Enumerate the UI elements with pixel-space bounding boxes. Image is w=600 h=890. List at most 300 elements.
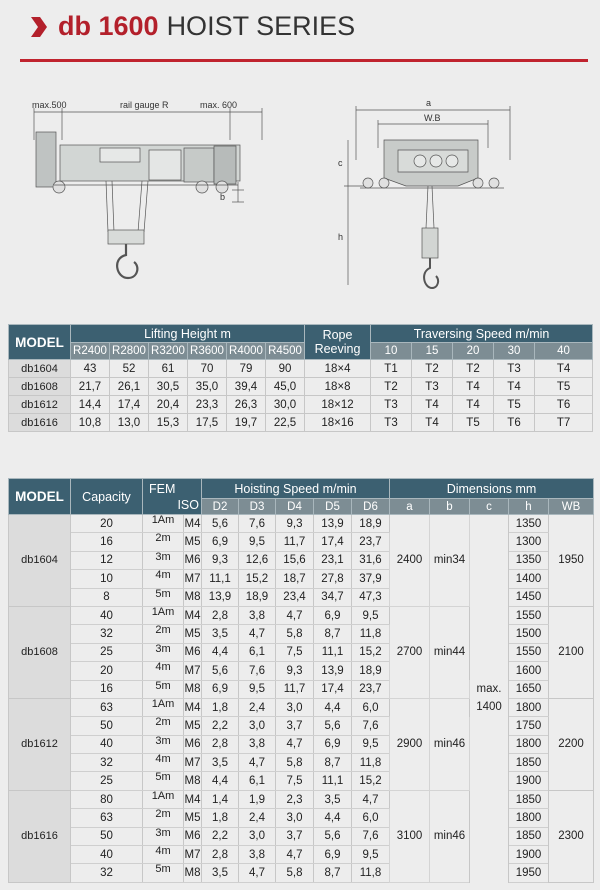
capacity-cell: 8 [71, 588, 143, 606]
iso-cell: M7 [184, 754, 202, 772]
hoist-speed-cell: 6,9 [314, 606, 352, 624]
hoist-speed-cell: 9,5 [239, 680, 276, 698]
header-rule [20, 59, 588, 62]
hoist-speed-cell: 11,1 [314, 772, 352, 790]
hoist-speed-cell: 13,9 [314, 515, 352, 533]
fem-cell: 5m [143, 588, 184, 606]
iso-cell: M5 [184, 625, 202, 643]
iso-cell: M6 [184, 643, 202, 661]
dim-b: b [220, 192, 226, 202]
hoist-speed-cell: 7,5 [276, 772, 314, 790]
traverse-speed-cell: T6 [535, 396, 593, 414]
lifting-height-cell: 26,1 [110, 378, 149, 396]
dimension-col-header: a [390, 499, 430, 515]
lifting-height-cell: 43 [71, 360, 110, 378]
dim-b-cell: min46 [430, 790, 470, 882]
capacity-cell: 63 [71, 698, 143, 716]
lifting-height-cell: 17,5 [188, 414, 227, 432]
hoist-speed-cell: 6,1 [239, 643, 276, 661]
dim-max-500: max.500 [32, 100, 67, 110]
height-col-header: R4000 [227, 343, 266, 360]
hoist-speed-cell: 13,9 [314, 662, 352, 680]
hoist-speed-cell: 3,8 [239, 735, 276, 753]
hoist-speed-cell: 9,3 [276, 515, 314, 533]
traverse-speed-cell: T3 [412, 378, 453, 396]
dimensions-header: Dimensions mm [390, 479, 594, 499]
table2-body [9, 515, 594, 883]
hoist-speed-cell: 2,8 [202, 735, 239, 753]
lifting-height-cell: 52 [110, 360, 149, 378]
model-header-2: MODEL [9, 479, 71, 515]
dim-b-cell: min46 [430, 698, 470, 790]
dim-wb-cell: 2300 [549, 790, 594, 882]
height-col-header: R4500 [266, 343, 305, 360]
page-header [0, 0, 600, 64]
dim-h-cell: 1800 [509, 698, 549, 716]
capacity-cell: 40 [71, 735, 143, 753]
table1-body [9, 360, 593, 432]
table-row [9, 680, 594, 698]
rope-reeving-cell: 18×8 [305, 378, 371, 396]
fem-cell: 1Am [143, 606, 184, 624]
iso-cell: M6 [184, 551, 202, 569]
iso-cell: M6 [184, 735, 202, 753]
iso-cell: M5 [184, 809, 202, 827]
hoist-speed-cell: 1,4 [202, 790, 239, 808]
dim-h-cell: 1350 [509, 551, 549, 569]
fem-cell: 3m [143, 735, 184, 753]
hoist-speed-cell: 9,5 [352, 735, 390, 753]
chevron-right-icon [30, 16, 48, 38]
model-header: MODEL [9, 325, 71, 360]
hoist-speed-cell: 9,5 [352, 606, 390, 624]
hoist-speed-col-header: D3 [239, 499, 276, 515]
dim-h-cell: 1300 [509, 533, 549, 551]
lifting-height-cell: 14,4 [71, 396, 110, 414]
hoist-speed-col-header: D2 [202, 499, 239, 515]
dim-b-cell: min34 [430, 515, 470, 607]
group-model: db1608 [9, 606, 71, 698]
traverse-speed-cell: T2 [412, 360, 453, 378]
hoist-speed-cell: 9,5 [352, 846, 390, 864]
speed-col-header: 30 [494, 343, 535, 360]
fem-header: FEM [149, 482, 176, 496]
lifting-height-cell: 70 [188, 360, 227, 378]
hoist-speed-cell: 4,7 [352, 790, 390, 808]
hoist-speed-cell: 8,7 [314, 864, 352, 882]
hoist-speed-cell: 18,9 [352, 662, 390, 680]
hoist-speed-cell: 15,2 [352, 772, 390, 790]
dim-a: a [426, 98, 432, 108]
group-model: db1604 [9, 515, 71, 607]
hoist-speed-cell: 18,9 [239, 588, 276, 606]
dimension-col-header: c [470, 499, 509, 515]
hoist-speed-cell: 5,8 [276, 864, 314, 882]
traverse-speed-cell: T5 [494, 396, 535, 414]
hoist-speed-cell: 3,0 [276, 698, 314, 716]
capacity-cell: 32 [71, 754, 143, 772]
hoist-speed-cell: 7,6 [352, 827, 390, 845]
hoist-speed-cell: 7,6 [239, 662, 276, 680]
traverse-speed-cell: T3 [371, 396, 412, 414]
dim-a-cell: 2900 [390, 698, 430, 790]
series-title: HOIST SERIES [166, 11, 356, 41]
dim-a-cell: 2400 [390, 515, 430, 607]
lifting-height-cell: 23,3 [188, 396, 227, 414]
iso-cell: M5 [184, 717, 202, 735]
hoist-speed-cell: 2,3 [276, 790, 314, 808]
hoist-speed-cell: 2,2 [202, 827, 239, 845]
traverse-speed-cell: T4 [535, 360, 593, 378]
dim-h-cell: 1550 [509, 606, 549, 624]
hoist-speed-cell: 37,9 [352, 570, 390, 588]
capacity-cell: 16 [71, 533, 143, 551]
hoist-speed-cell: 4,4 [314, 698, 352, 716]
hoist-speed-cell: 4,7 [276, 735, 314, 753]
hoist-speed-cell: 15,2 [352, 643, 390, 661]
lifting-height-cell: 35,0 [188, 378, 227, 396]
lifting-height-table [8, 324, 593, 432]
dim-h-cell: 1950 [509, 864, 549, 882]
capacity-cell: 32 [71, 625, 143, 643]
hoist-speed-cell: 9,3 [202, 551, 239, 569]
hoist-speed-cell: 47,3 [352, 588, 390, 606]
hoist-speed-cell: 11,8 [352, 625, 390, 643]
traverse-speed-cell: T4 [412, 396, 453, 414]
hoist-speed-cell: 12,6 [239, 551, 276, 569]
hoist-speed-cell: 11,7 [276, 533, 314, 551]
hoist-speed-cell: 15,2 [239, 570, 276, 588]
hoist-speed-cell: 23,7 [352, 680, 390, 698]
traverse-speed-cell: T5 [535, 378, 593, 396]
fem-cell: 4m [143, 754, 184, 772]
iso-cell: M5 [184, 533, 202, 551]
hoist-speed-cell: 3,5 [314, 790, 352, 808]
iso-cell: M8 [184, 680, 202, 698]
page-title [58, 11, 355, 42]
dim-h-cell: 1500 [509, 625, 549, 643]
capacity-cell: 10 [71, 570, 143, 588]
fem-cell: 2m [143, 809, 184, 827]
dimension-col-header: h [509, 499, 549, 515]
hoist-speed-cell: 3,8 [239, 606, 276, 624]
capacity-cell: 63 [71, 809, 143, 827]
speed-col-header: 10 [371, 343, 412, 360]
table-row [9, 414, 593, 432]
dim-a-cell: 2700 [390, 606, 430, 698]
dim-wb-cell: 1950 [549, 515, 594, 607]
hoist-speed-cell: 4,7 [276, 606, 314, 624]
hoist-speed-cell: 18,9 [352, 515, 390, 533]
dim-c: c [338, 158, 343, 168]
hoist-speed-cell: 11,8 [352, 754, 390, 772]
capacity-cell: 50 [71, 717, 143, 735]
dim-c-line1: max. [476, 683, 502, 696]
fem-iso-header [143, 479, 202, 515]
traverse-speed-cell: T6 [494, 414, 535, 432]
lifting-height-cell: 10,8 [71, 414, 110, 432]
capacity-cell: 40 [71, 846, 143, 864]
dim-c-bottom [470, 717, 509, 883]
rope-reeving-cell: 18×16 [305, 414, 371, 432]
hoist-speed-cell: 3,0 [276, 809, 314, 827]
dimension-col-header: WB [549, 499, 594, 515]
dim-c-line2: 1400 [476, 701, 502, 714]
hoist-speed-cell: 6,1 [239, 772, 276, 790]
iso-cell: M4 [184, 606, 202, 624]
traverse-speed-cell: T4 [494, 378, 535, 396]
rope-reeving-header: Rope Reeving [305, 325, 371, 360]
fem-cell: 2m [143, 533, 184, 551]
fem-cell: 4m [143, 570, 184, 588]
dim-h-cell: 1850 [509, 790, 549, 808]
table-row [9, 396, 593, 414]
lifting-height-cell: 30,5 [149, 378, 188, 396]
capacity-cell: 20 [71, 515, 143, 533]
traverse-speed-cell: T7 [535, 414, 593, 432]
capacity-cell: 12 [71, 551, 143, 569]
hoist-speed-cell: 11,1 [202, 570, 239, 588]
hoist-speed-cell: 11,1 [314, 643, 352, 661]
hoist-speed-cell: 2,8 [202, 606, 239, 624]
dim-c-top [470, 515, 509, 681]
hoist-speed-cell: 11,7 [276, 680, 314, 698]
hoist-speed-cell: 6,9 [202, 533, 239, 551]
dim-h-cell: 1550 [509, 643, 549, 661]
hoist-speed-cell: 31,6 [352, 551, 390, 569]
fem-cell: 3m [143, 643, 184, 661]
dim-h-cell: 1800 [509, 735, 549, 753]
dim-h-cell: 1650 [509, 680, 549, 698]
hoist-speed-cell: 7,5 [276, 643, 314, 661]
dim-h-cell: 1600 [509, 662, 549, 680]
lifting-height-cell: 26,3 [227, 396, 266, 414]
dim-h-cell: 1350 [509, 515, 549, 533]
lifting-height-cell: 19,7 [227, 414, 266, 432]
hoist-speed-cell: 5,8 [276, 625, 314, 643]
speed-col-header: 40 [535, 343, 593, 360]
lifting-height-cell: 15,3 [149, 414, 188, 432]
fem-cell: 1Am [143, 698, 184, 716]
hoist-speed-cell: 3,0 [239, 827, 276, 845]
hoist-speed-cell: 8,7 [314, 754, 352, 772]
capacity-header: Capacity [71, 479, 143, 515]
hoist-speed-cell: 8,7 [314, 625, 352, 643]
hoist-speed-cell: 7,6 [352, 717, 390, 735]
hoist-speed-cell: 1,9 [239, 790, 276, 808]
hoist-speed-cell: 3,0 [239, 717, 276, 735]
iso-cell: M4 [184, 790, 202, 808]
lifting-height-cell: 13,0 [110, 414, 149, 432]
hoist-speed-cell: 6,9 [314, 735, 352, 753]
fem-cell: 4m [143, 846, 184, 864]
traverse-speed-cell: T4 [453, 378, 494, 396]
hoist-speed-cell: 9,5 [239, 533, 276, 551]
dim-rail-gauge: rail gauge R [120, 100, 169, 110]
lifting-height-cell: 90 [266, 360, 305, 378]
dim-h: h [338, 232, 344, 242]
dim-h-cell: 1400 [509, 570, 549, 588]
dim-h-cell: 1750 [509, 717, 549, 735]
hoist-speed-cell: 9,3 [276, 662, 314, 680]
lifting-height-cell: 79 [227, 360, 266, 378]
dim-max-600: max. 600 [200, 100, 238, 110]
hoist-speed-cell: 7,6 [239, 515, 276, 533]
hoist-speed-cell: 5,8 [276, 754, 314, 772]
hoist-speed-cell: 5,6 [202, 662, 239, 680]
hoist-speed-cell: 3,7 [276, 717, 314, 735]
model-title: db 1600 [58, 11, 159, 41]
fem-cell: 3m [143, 827, 184, 845]
dim-b-cell: min44 [430, 606, 470, 698]
hoist-speed-col-header: D5 [314, 499, 352, 515]
traverse-speed-cell: T1 [371, 360, 412, 378]
hoist-speed-cell: 4,7 [239, 625, 276, 643]
capacity-cell: 50 [71, 827, 143, 845]
hoist-speed-cell: 4,7 [239, 754, 276, 772]
hoist-speed-cell: 3,7 [276, 827, 314, 845]
hoisting-speed-header: Hoisting Speed m/min [202, 479, 390, 499]
hoist-speed-cell: 4,4 [202, 643, 239, 661]
fem-cell: 2m [143, 625, 184, 643]
hoist-speed-cell: 6,0 [352, 698, 390, 716]
hoist-speed-cell: 3,5 [202, 754, 239, 772]
capacity-cell: 25 [71, 643, 143, 661]
hoist-speed-cell: 6,0 [352, 809, 390, 827]
row-model: db1604 [9, 360, 71, 378]
iso-cell: M8 [184, 772, 202, 790]
traverse-speed-cell: T4 [453, 396, 494, 414]
dimension-col-header: b [430, 499, 470, 515]
speed-col-header: 15 [412, 343, 453, 360]
speed-col-header: 20 [453, 343, 494, 360]
hoist-speed-cell: 18,7 [276, 570, 314, 588]
hoist-speed-cell: 3,5 [202, 625, 239, 643]
hoist-speed-cell: 1,8 [202, 698, 239, 716]
fem-cell: 5m [143, 772, 184, 790]
lifting-height-cell: 45,0 [266, 378, 305, 396]
hoist-speed-cell: 2,8 [202, 846, 239, 864]
dim-c-cell [470, 680, 509, 717]
capacity-cell: 16 [71, 680, 143, 698]
iso-cell: M8 [184, 864, 202, 882]
hoist-speed-cell: 23,7 [352, 533, 390, 551]
dim-h-cell: 1450 [509, 588, 549, 606]
hoist-speed-cell: 2,4 [239, 809, 276, 827]
dim-h-cell: 1900 [509, 772, 549, 790]
hoist-speed-col-header: D4 [276, 499, 314, 515]
hoist-speed-cell: 3,8 [239, 846, 276, 864]
lifting-height-cell: 30,0 [266, 396, 305, 414]
height-col-header: R3200 [149, 343, 188, 360]
hoist-speed-cell: 11,8 [352, 864, 390, 882]
iso-header: ISO [177, 498, 199, 512]
traverse-speed-cell: T3 [494, 360, 535, 378]
lifting-height-cell: 61 [149, 360, 188, 378]
lifting-height-cell: 22,5 [266, 414, 305, 432]
hoisting-speed-table [8, 478, 594, 883]
dim-a-cell: 3100 [390, 790, 430, 882]
hoist-speed-cell: 5,6 [314, 717, 352, 735]
fem-cell: 5m [143, 864, 184, 882]
hoist-speed-cell: 13,9 [202, 588, 239, 606]
height-col-header: R3600 [188, 343, 227, 360]
capacity-cell: 40 [71, 606, 143, 624]
hoist-speed-cell: 1,8 [202, 809, 239, 827]
table-row [9, 378, 593, 396]
traverse-speed-cell: T2 [453, 360, 494, 378]
traverse-speed-cell: T4 [412, 414, 453, 432]
capacity-cell: 20 [71, 662, 143, 680]
iso-cell: M8 [184, 588, 202, 606]
iso-cell: M7 [184, 570, 202, 588]
row-model: db1616 [9, 414, 71, 432]
lifting-height-cell: 20,4 [149, 396, 188, 414]
dim-h-cell: 1850 [509, 754, 549, 772]
capacity-cell: 80 [71, 790, 143, 808]
hoist-speed-cell: 2,4 [239, 698, 276, 716]
traversing-speed-header: Traversing Speed m/min [371, 325, 593, 343]
dim-wb-cell: 2200 [549, 698, 594, 790]
fem-cell: 1Am [143, 515, 184, 533]
dim-wb: W.B [424, 113, 441, 123]
row-model: db1608 [9, 378, 71, 396]
rope-reeving-cell: 18×4 [305, 360, 371, 378]
hoist-speed-cell: 17,4 [314, 533, 352, 551]
traverse-speed-cell: T5 [453, 414, 494, 432]
hoist-speed-cell: 6,9 [314, 846, 352, 864]
rope-reeving-cell: 18×12 [305, 396, 371, 414]
hoist-speed-cell: 4,7 [276, 846, 314, 864]
fem-cell: 1Am [143, 790, 184, 808]
table-row [9, 717, 594, 735]
hoist-speed-cell: 17,4 [314, 680, 352, 698]
table-row [9, 360, 593, 378]
hoist-speed-cell: 4,4 [314, 809, 352, 827]
height-col-header: R2800 [110, 343, 149, 360]
hoist-speed-cell: 5,6 [202, 515, 239, 533]
fem-cell: 3m [143, 551, 184, 569]
lifting-height-cell: 21,7 [71, 378, 110, 396]
lifting-height-header: Lifting Height m [71, 325, 305, 343]
hoist-speed-cell: 2,2 [202, 717, 239, 735]
hoist-speed-cell: 23,4 [276, 588, 314, 606]
hoist-speed-cell: 15,6 [276, 551, 314, 569]
iso-cell: M7 [184, 846, 202, 864]
iso-cell: M7 [184, 662, 202, 680]
hoist-speed-cell: 23,1 [314, 551, 352, 569]
lifting-height-cell: 39,4 [227, 378, 266, 396]
traverse-speed-cell: T3 [371, 414, 412, 432]
hoist-speed-cell: 4,7 [239, 864, 276, 882]
dim-h-cell: 1850 [509, 827, 549, 845]
row-model: db1612 [9, 396, 71, 414]
fem-cell: 2m [143, 717, 184, 735]
height-col-header: R2400 [71, 343, 110, 360]
iso-cell: M4 [184, 698, 202, 716]
hoist-speed-cell: 4,4 [202, 772, 239, 790]
table1-subheader-row [9, 343, 593, 360]
fem-cell: 5m [143, 680, 184, 698]
dim-wb-cell: 2100 [549, 606, 594, 698]
hoist-speed-cell: 27,8 [314, 570, 352, 588]
capacity-cell: 25 [71, 772, 143, 790]
hoist-side-drawing [24, 90, 274, 315]
hoist-speed-cell: 34,7 [314, 588, 352, 606]
dim-h-cell: 1800 [509, 809, 549, 827]
hoist-front-drawing [328, 90, 528, 315]
group-model: db1616 [9, 790, 71, 882]
